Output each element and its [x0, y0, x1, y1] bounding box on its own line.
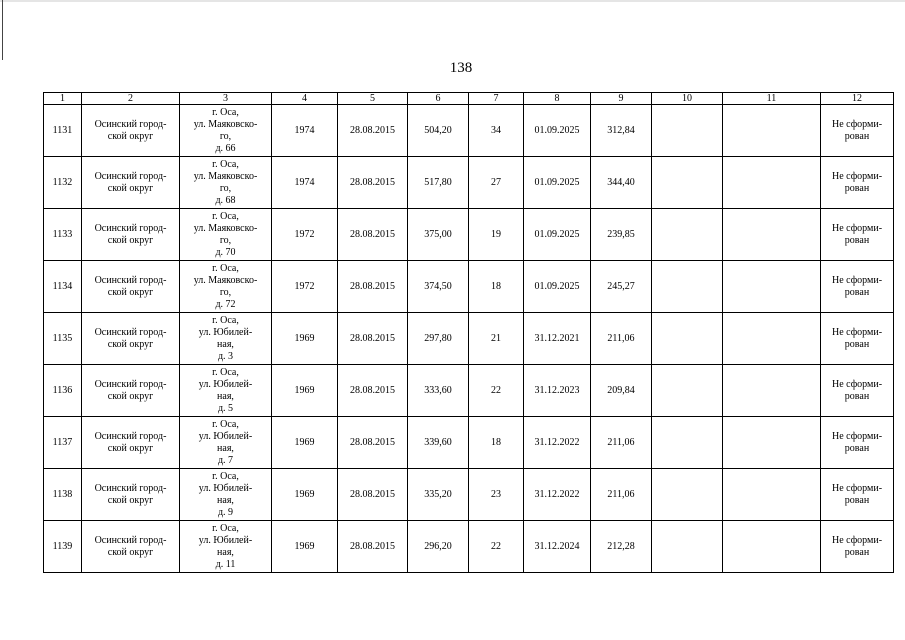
table-cell: 1132	[44, 157, 82, 209]
header-cell-6: 6	[408, 93, 469, 105]
header-cell-1: 1	[44, 93, 82, 105]
table-cell: Не сформи- рован	[821, 157, 894, 209]
table-cell: 211,06	[591, 469, 652, 521]
table-cell: 339,60	[408, 417, 469, 469]
table-cell: 374,50	[408, 261, 469, 313]
table-cell: г. Оса, ул. Юбилей- ная, д. 3	[180, 313, 272, 365]
page-number: 138	[449, 60, 473, 76]
table-cell	[652, 521, 723, 573]
table-cell: Не сформи- рован	[821, 365, 894, 417]
table-cell: 1138	[44, 469, 82, 521]
table-cell: г. Оса, ул. Маяковско- го, д. 72	[180, 261, 272, 313]
table-cell: 344,40	[591, 157, 652, 209]
header-cell-8: 8	[524, 93, 591, 105]
table-cell: Осинский город- ской округ	[82, 521, 180, 573]
table-cell: г. Оса, ул. Маяковско- го, д. 68	[180, 157, 272, 209]
table-cell: 1133	[44, 209, 82, 261]
table-cell: 22	[469, 365, 524, 417]
table-cell: 1136	[44, 365, 82, 417]
table-cell: 296,20	[408, 521, 469, 573]
header-cell-7: 7	[469, 93, 524, 105]
table-cell	[652, 209, 723, 261]
table-cell: 28.08.2015	[338, 313, 408, 365]
table-cell: Не сформи- рован	[821, 469, 894, 521]
table-cell: Не сформи- рован	[821, 521, 894, 573]
header-cell-9: 9	[591, 93, 652, 105]
header-cell-3: 3	[180, 93, 272, 105]
table-cell: 1974	[272, 157, 338, 209]
header-cell-10: 10	[652, 93, 723, 105]
table-cell: 31.12.2021	[524, 313, 591, 365]
table-cell: 312,84	[591, 105, 652, 157]
table-cell	[652, 105, 723, 157]
table-cell: 1969	[272, 417, 338, 469]
table-cell: 19	[469, 209, 524, 261]
table-cell	[723, 417, 821, 469]
table-cell: 01.09.2025	[524, 157, 591, 209]
table-cell	[652, 365, 723, 417]
table-cell: Не сформи- рован	[821, 313, 894, 365]
table-row	[44, 157, 894, 209]
header-cell-11: 11	[723, 93, 821, 105]
table-cell: 1969	[272, 365, 338, 417]
table-cell: 1972	[272, 261, 338, 313]
table-cell: г. Оса, ул. Маяковско- го, д. 66	[180, 105, 272, 157]
table-cell: г. Оса, ул. Юбилей- ная, д. 7	[180, 417, 272, 469]
table-header	[44, 93, 894, 105]
table-cell: 212,28	[591, 521, 652, 573]
table-row	[44, 521, 894, 573]
table-cell	[652, 417, 723, 469]
table-cell: Осинский город- ской округ	[82, 365, 180, 417]
table-cell: 1134	[44, 261, 82, 313]
table-cell: 31.12.2023	[524, 365, 591, 417]
table-cell: 23	[469, 469, 524, 521]
table-cell: 297,80	[408, 313, 469, 365]
table-cell: 31.12.2022	[524, 469, 591, 521]
table-cell: 1969	[272, 469, 338, 521]
table-cell	[652, 261, 723, 313]
table-cell: 1131	[44, 105, 82, 157]
table-row	[44, 209, 894, 261]
housing-table	[43, 92, 894, 573]
table-cell: 21	[469, 313, 524, 365]
table-cell: 18	[469, 417, 524, 469]
table-cell	[723, 469, 821, 521]
table-row	[44, 417, 894, 469]
table-cell: Осинский город- ской округ	[82, 105, 180, 157]
table-cell: 517,80	[408, 157, 469, 209]
table-cell	[723, 365, 821, 417]
table-cell: Осинский город- ской округ	[82, 261, 180, 313]
table-cell: Не сформи- рован	[821, 261, 894, 313]
table-cell: 28.08.2015	[338, 105, 408, 157]
table-row	[44, 105, 894, 157]
table-cell: 209,84	[591, 365, 652, 417]
table-cell	[723, 521, 821, 573]
table-cell: 1974	[272, 105, 338, 157]
table-cell: г. Оса, ул. Маяковско- го, д. 70	[180, 209, 272, 261]
table-cell: Осинский город- ской округ	[82, 417, 180, 469]
table-cell	[723, 261, 821, 313]
table-cell: 211,06	[591, 313, 652, 365]
table-cell: 27	[469, 157, 524, 209]
table-cell: 1139	[44, 521, 82, 573]
table-cell: г. Оса, ул. Юбилей- ная, д. 5	[180, 365, 272, 417]
table-cell: 28.08.2015	[338, 521, 408, 573]
table-cell: Осинский город- ской округ	[82, 157, 180, 209]
table-cell: Осинский город- ской округ	[82, 469, 180, 521]
table-cell	[723, 157, 821, 209]
table-cell: 01.09.2025	[524, 209, 591, 261]
table-cell: 28.08.2015	[338, 469, 408, 521]
scan-top-edge	[0, 0, 905, 2]
header-row	[44, 93, 894, 105]
table-cell	[723, 313, 821, 365]
table-body	[44, 105, 894, 573]
table-cell	[652, 313, 723, 365]
table-cell: г. Оса, ул. Юбилей- ная, д. 9	[180, 469, 272, 521]
table-cell	[723, 209, 821, 261]
table-cell: 31.12.2022	[524, 417, 591, 469]
table-cell: 28.08.2015	[338, 157, 408, 209]
table-cell	[723, 105, 821, 157]
header-cell-2: 2	[82, 93, 180, 105]
table-cell: 28.08.2015	[338, 261, 408, 313]
table-cell: г. Оса, ул. Юбилей- ная, д. 11	[180, 521, 272, 573]
table-cell: 504,20	[408, 105, 469, 157]
table-cell: 28.08.2015	[338, 365, 408, 417]
table-row	[44, 313, 894, 365]
table-cell: 335,20	[408, 469, 469, 521]
table-cell: Не сформи- рован	[821, 209, 894, 261]
table-cell: 245,27	[591, 261, 652, 313]
table-cell: Не сформи- рован	[821, 105, 894, 157]
table-row	[44, 469, 894, 521]
table-cell: 01.09.2025	[524, 261, 591, 313]
table-cell: 1972	[272, 209, 338, 261]
table-cell: 28.08.2015	[338, 209, 408, 261]
table-cell: 1137	[44, 417, 82, 469]
table-cell: 18	[469, 261, 524, 313]
table-cell: Не сформи- рован	[821, 417, 894, 469]
scan-left-edge	[2, 0, 3, 60]
table-cell	[652, 157, 723, 209]
table-row	[44, 261, 894, 313]
table-cell	[652, 469, 723, 521]
table-cell: 28.08.2015	[338, 417, 408, 469]
table-cell: 1969	[272, 313, 338, 365]
table-cell: Осинский город- ской округ	[82, 313, 180, 365]
table-row	[44, 365, 894, 417]
table-cell: Осинский город- ской округ	[82, 209, 180, 261]
table-cell: 239,85	[591, 209, 652, 261]
table-cell: 333,60	[408, 365, 469, 417]
header-cell-12: 12	[821, 93, 894, 105]
table-cell: 1135	[44, 313, 82, 365]
table-cell: 31.12.2024	[524, 521, 591, 573]
table-cell: 22	[469, 521, 524, 573]
table-cell: 375,00	[408, 209, 469, 261]
header-cell-5: 5	[338, 93, 408, 105]
header-cell-4: 4	[272, 93, 338, 105]
table-cell: 1969	[272, 521, 338, 573]
table-cell: 211,06	[591, 417, 652, 469]
table-cell: 01.09.2025	[524, 105, 591, 157]
table-cell: 34	[469, 105, 524, 157]
